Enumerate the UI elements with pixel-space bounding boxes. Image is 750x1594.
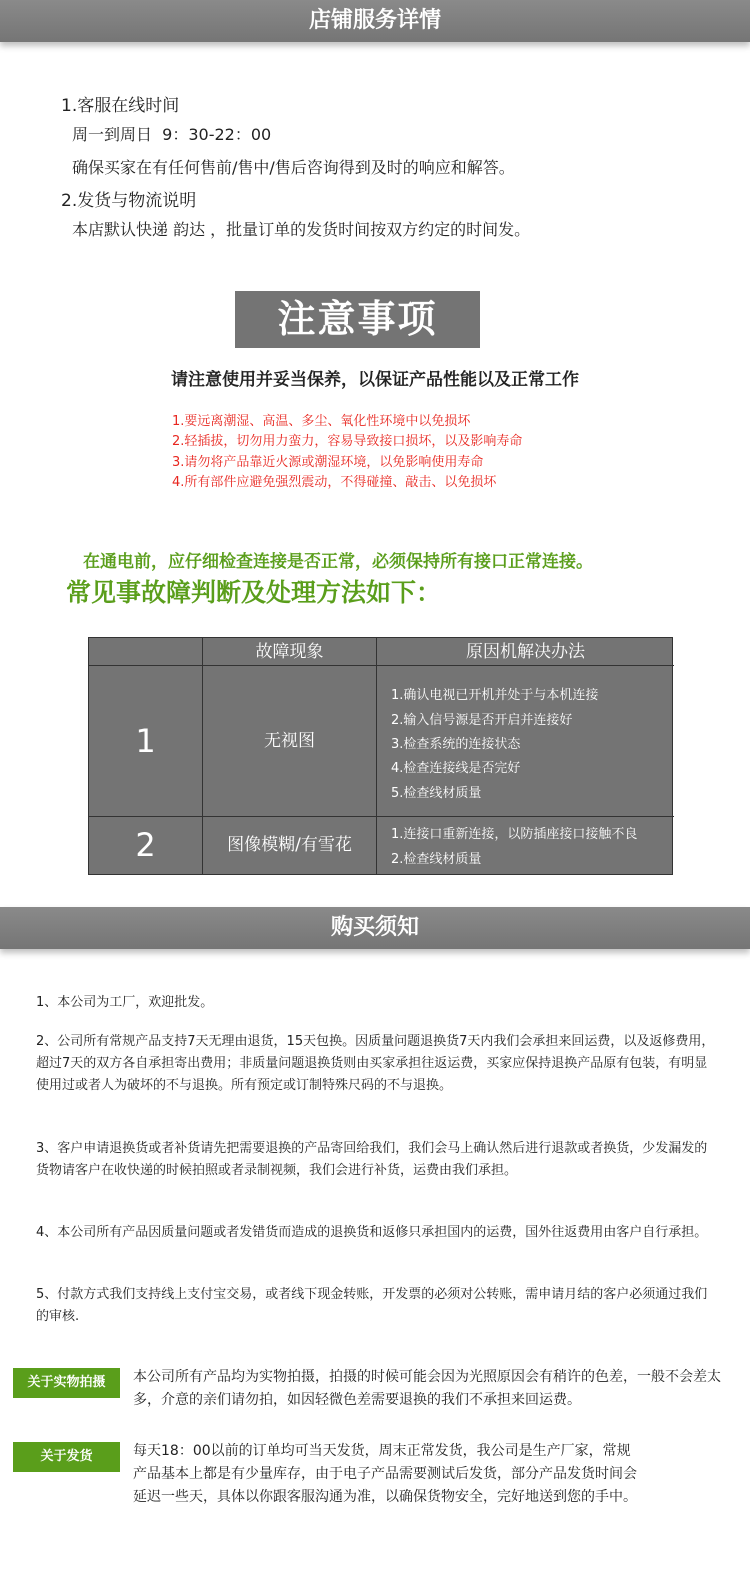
solution-line: 2.检查线材质量 xyxy=(391,852,482,867)
solution-line: 1.连接口重新连接，以防插座接口接触不良 xyxy=(391,827,638,842)
table-row-number: 1 xyxy=(89,666,203,817)
service-hours-heading: 1.客服在线时间 xyxy=(61,96,180,116)
warning-item: 2.轻插拔，切勿用力蛮力，容易导致接口损坏，以及影响寿命 xyxy=(172,434,523,449)
table-header-blank xyxy=(89,638,203,666)
faq-title: 常见事故障判断及处理方法如下： xyxy=(66,578,442,607)
notice-subtitle: 请注意使用并妥当保养，以保证产品性能以及正常工作 xyxy=(171,370,579,390)
solution-line: 2.输入信号源是否开启并连接好 xyxy=(391,713,573,728)
table-header-symptom: 故障现象 xyxy=(203,638,377,666)
notice-title: 注意事项 xyxy=(235,291,480,348)
purchase-note: 3、客户申请退换货或者补货请先把需要退换的产品寄回给我们，我们会马上确认然后进行退款或者换货，少发漏发的货物请客户在收快递的时候拍照或者录制视频，我们会进行补货，运费由我们承担。 xyxy=(36,1141,708,1178)
purchase-note: 2、公司所有常规产品支持7天无理由退货，15天包换。因质量问题退换货7天内我们会承担来回运费，以及返修费用，超过7天的双方各自承担寄出费用；非质量问题退换货则由买家承担往返运费，买家应保持退换产品原有包装，有明显使用过或者人为破坏的不与退换。所有预定或订制特殊尺码的不与退换。 xyxy=(36,1034,715,1093)
warning-item: 1.要远离潮湿、高温、多尘、氧化性环境中以免损坏 xyxy=(172,414,471,429)
solution-line: 1.确认电视已开机并处于与本机连接 xyxy=(391,688,599,703)
connection-check-note: 在通电前，应仔细检查连接是否正常，必须保持所有接口正常连接。 xyxy=(83,552,593,572)
warning-item: 3.请勿将产品靠近火源或潮湿环境，以免影响使用寿命 xyxy=(172,455,484,470)
fault-table xyxy=(88,637,673,875)
table-header-solution: 原因机解决办法 xyxy=(377,638,674,666)
delivery-tag: 关于发货 xyxy=(13,1442,120,1472)
table-row-symptom: 图像模糊/有雪花 xyxy=(203,817,377,874)
table-row-symptom: 无视图 xyxy=(203,666,377,817)
table-row-solutions xyxy=(377,666,674,817)
purchase-note: 5、付款方式我们支持线上支付宝交易，或者线下现金转账，开发票的必须对公转账，需申请月结的客户必须通过我们的审核. xyxy=(36,1287,708,1324)
photo-note: 本公司所有产品均为实物拍摄，拍摄的时候可能会因为光照原因会有稍许的色差，一般不会差太多，介意的亲们请勿拍，如因轻微色差需要退换的我们不承担来回运费。 xyxy=(133,1369,721,1408)
service-hours-note: 确保买家在有任何售前/售中/售后咨询得到及时的响应和解答。 xyxy=(72,158,515,177)
service-hours: 周一到周日 9：30-22：00 xyxy=(72,125,272,144)
table-row-number: 2 xyxy=(89,817,203,874)
purchase-note: 1、本公司为工厂，欢迎批发。 xyxy=(36,995,214,1010)
photo-tag: 关于实物拍摄 xyxy=(13,1368,120,1398)
delivery-note: 每天18：00以前的订单均可当天发货，周末正常发货，我公司是生产厂家，常规产品基本上都是有少量库存，由于电子产品需要测试后发货，部分产品发货时间会延迟一些天，具体以你跟客服沟通为准，以确保货物安全，完好地送到您的手中。 xyxy=(133,1443,637,1505)
purchase-note: 4、本公司所有产品因质量问题或者发错货而造成的退换货和返修只承担国内的运费，国外往返费用由客户自行承担。 xyxy=(36,1225,708,1240)
service-details-header: 店铺服务详情 xyxy=(0,0,750,42)
solution-line: 5.检查线材质量 xyxy=(391,786,482,801)
purchase-notes-header: 购买须知 xyxy=(0,907,750,949)
table-row-solutions xyxy=(377,817,674,874)
warning-item: 4.所有部件应避免强烈震动，不得碰撞、敲击、以免损坏 xyxy=(172,475,497,490)
shipping-heading: 2.发货与物流说明 xyxy=(61,191,197,211)
shipping-note: 本店默认快递 韵达 ，批量订单的发货时间按双方约定的时间发。 xyxy=(72,220,531,239)
solution-line: 4.检查连接线是否完好 xyxy=(391,761,521,776)
solution-line: 3.检查系统的连接状态 xyxy=(391,737,521,752)
